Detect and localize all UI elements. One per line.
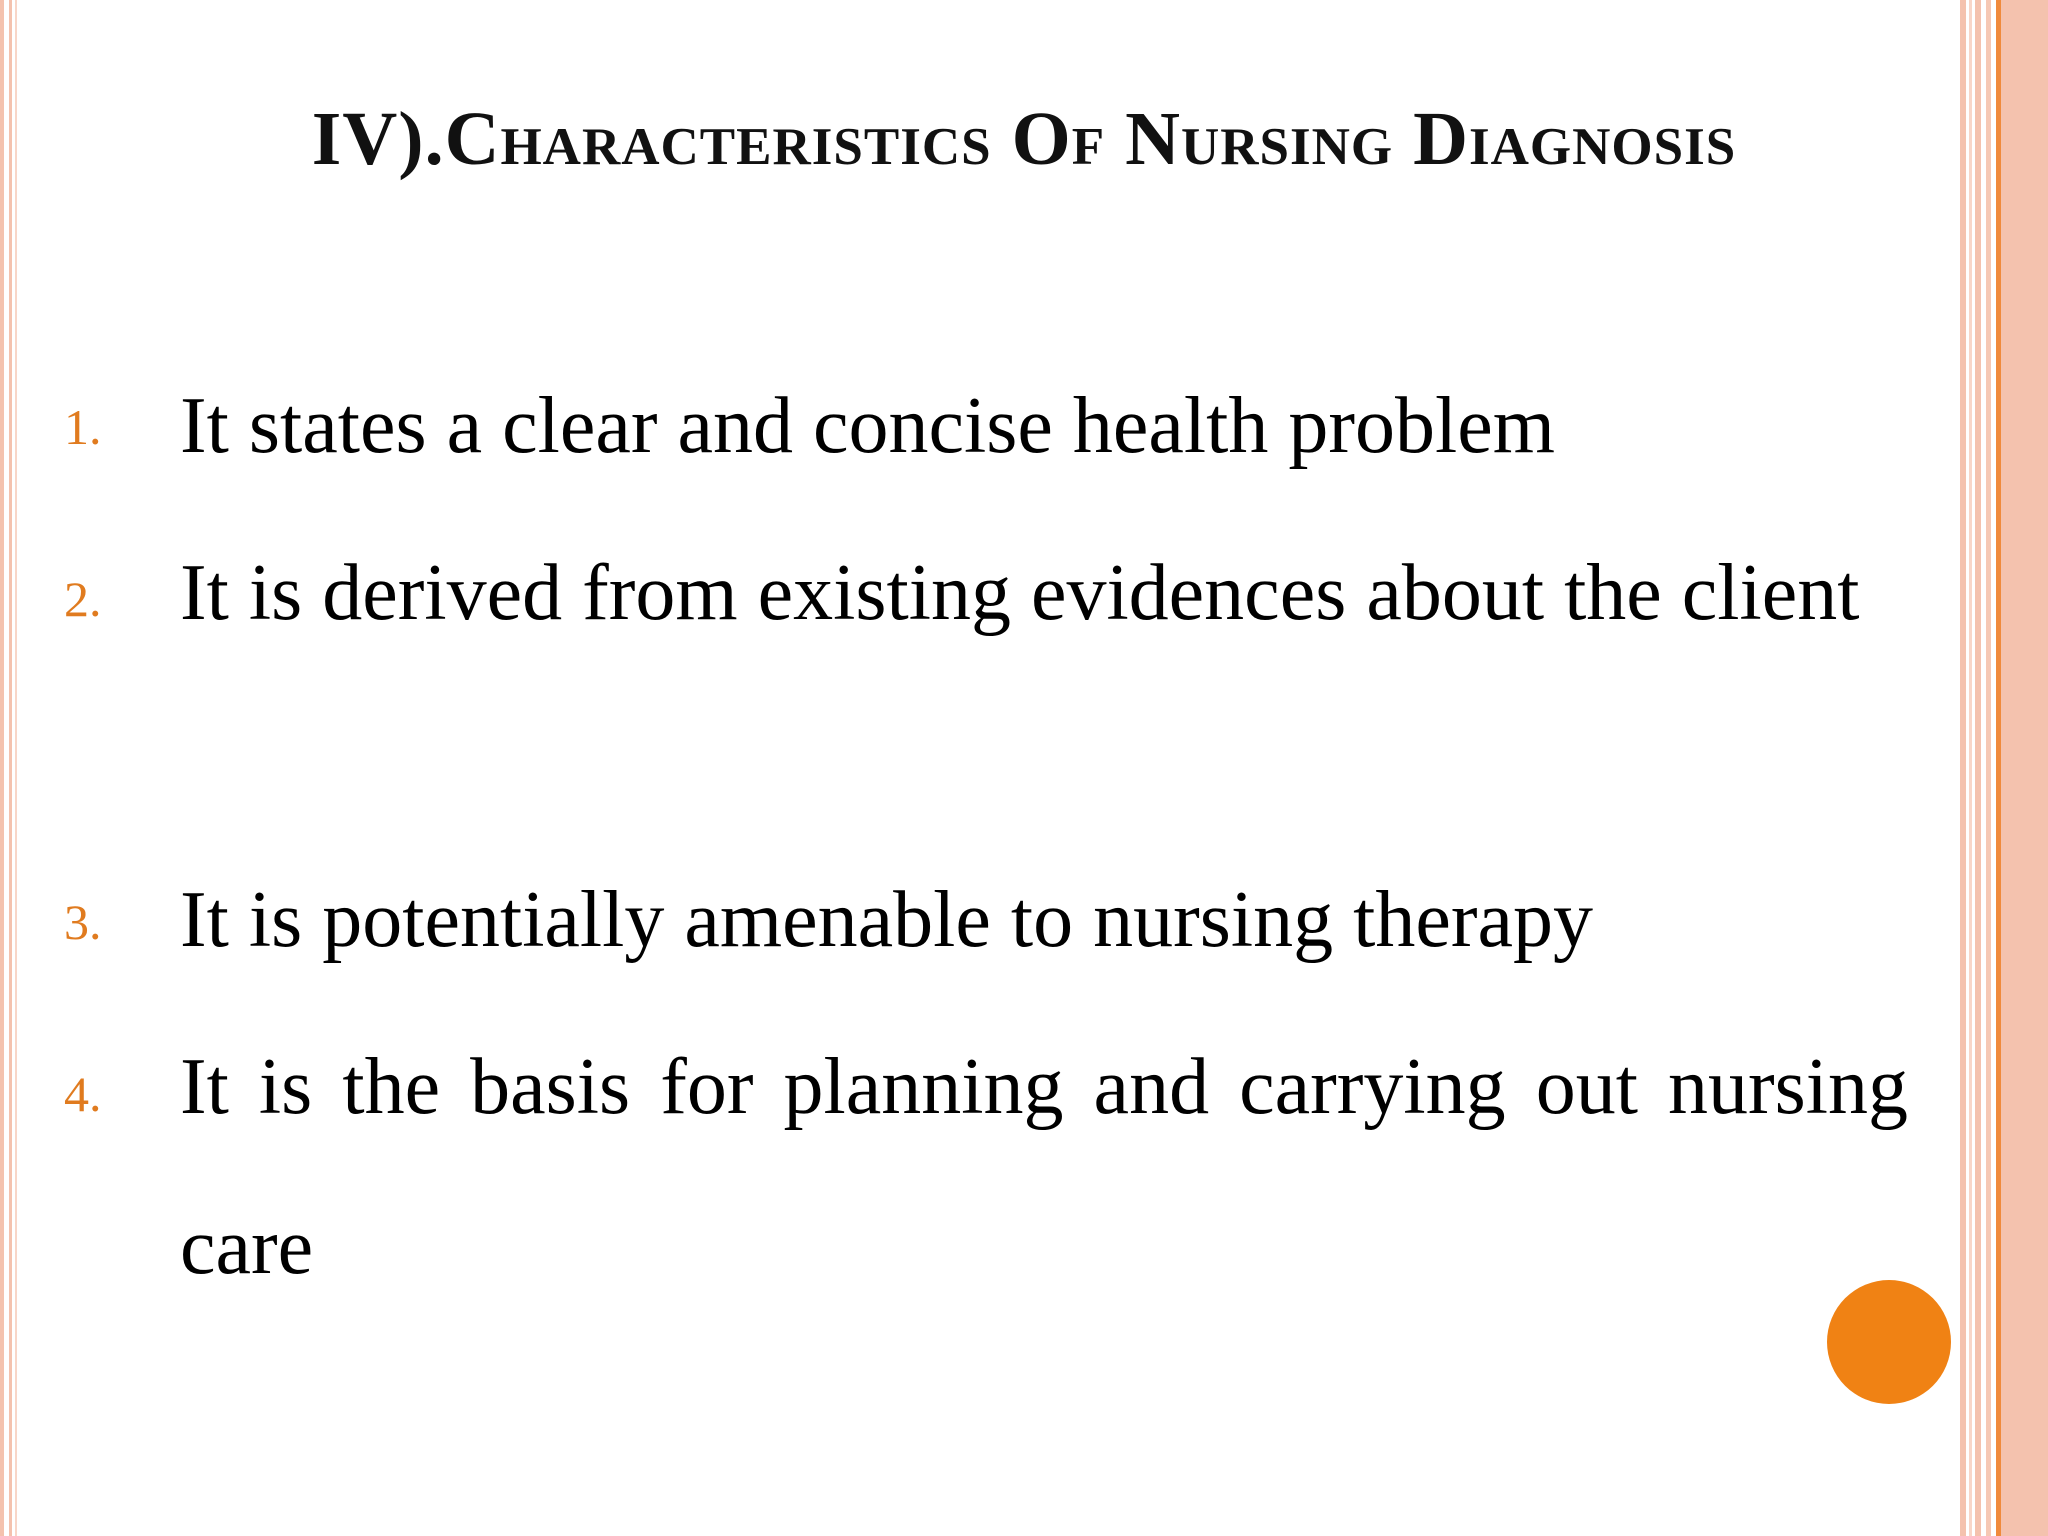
list-item-number: 4.	[64, 1066, 102, 1122]
right-border-stripe	[2001, 0, 2048, 1536]
list-item-text: It states a clear and concise health problem	[180, 382, 1555, 470]
right-border-stripe	[1975, 0, 1981, 1536]
right-border-stripe	[1969, 0, 1972, 1536]
list-item-number: 2.	[64, 571, 102, 627]
list-item-text: It is potentially amenable to nursing therapy	[180, 876, 1593, 964]
list-item-text: It is derived from existing evidences about the client	[180, 549, 1860, 637]
slide-title: IV).Characteristics Of Nursing Diagnosis	[311, 97, 1737, 181]
list-item-text: It is the basis for planning and carrying out nursing care	[180, 1043, 1908, 1291]
left-border-line	[9, 0, 12, 1536]
left-border-line	[15, 0, 17, 1536]
right-border-stripe	[1960, 0, 1966, 1536]
list-item-number: 3.	[64, 894, 102, 950]
left-border-line	[0, 0, 4, 1536]
orange-circle-decoration	[1827, 1280, 1951, 1404]
list-item-number: 1.	[64, 399, 102, 455]
right-border-stripe	[1986, 0, 1991, 1536]
